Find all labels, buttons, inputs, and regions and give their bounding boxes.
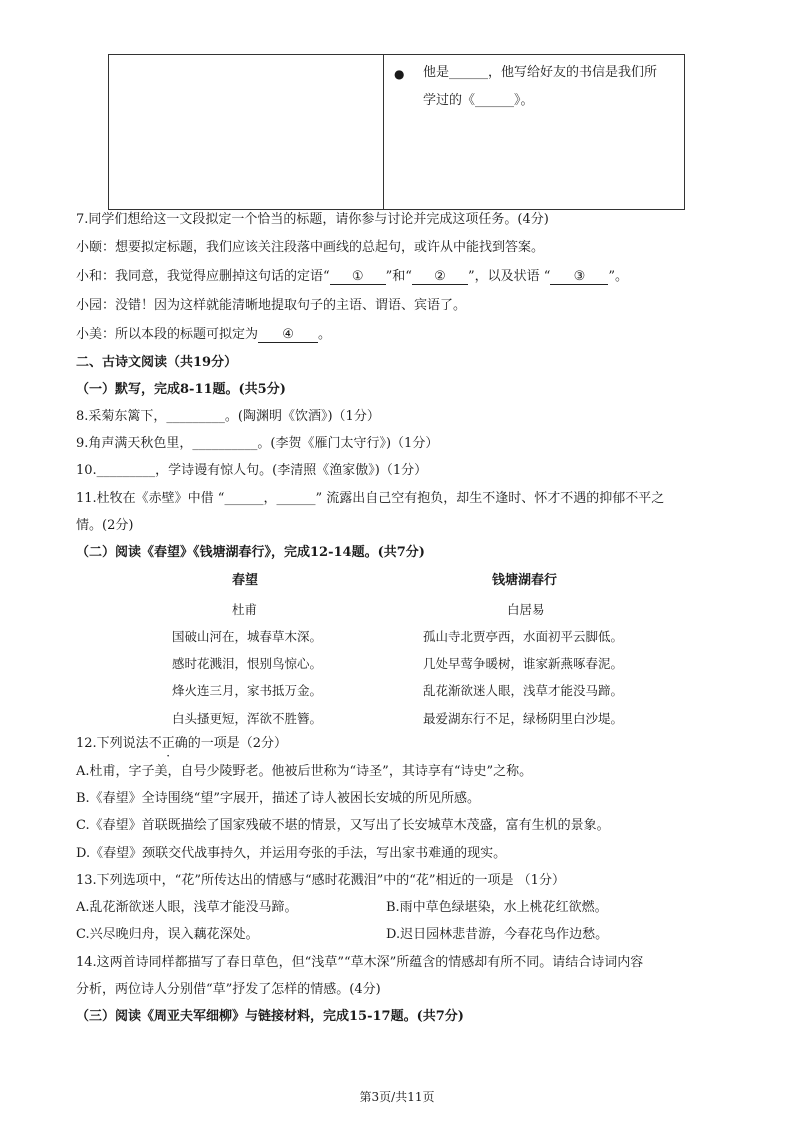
q13-option-c: C.兴尽晚归舟，误入藕花深处。 bbox=[76, 927, 259, 942]
table-row-1-prefix: 他是 bbox=[423, 65, 450, 80]
blank-3: ③ bbox=[550, 270, 608, 285]
q9: 9.角声满天秋色里，__________。(李贺《雁门太守行》)（1分） bbox=[76, 436, 439, 451]
poem2-line-4: 最爱湖东行不足，绿杨阴里白沙堤。 bbox=[423, 711, 624, 726]
table-row-2 bbox=[423, 93, 534, 109]
poem1-title: 春望 bbox=[232, 573, 259, 588]
poem2-title: 钱塘湖春行 bbox=[492, 573, 558, 588]
bullet-dot-icon: ● bbox=[394, 67, 405, 81]
poem1-line-3: 烽火连三月，家书抵万金。 bbox=[172, 683, 323, 698]
q7-xiaohe-a: 小和：我同意，我觉得应删掉这句话的定语“ bbox=[76, 269, 330, 284]
q13-option-a: A.乱花渐欲迷人眼，浅草才能没马蹄。 bbox=[76, 900, 298, 915]
q7-xiaohe bbox=[76, 269, 628, 285]
section2-heading: 二、古诗文阅读（共19分） bbox=[76, 355, 238, 370]
q12-stem-c: 的一项是（2分） bbox=[187, 736, 287, 751]
q7-xiaohe-c: ”和“ bbox=[385, 269, 412, 284]
q12-stem bbox=[76, 736, 287, 752]
poem1-author: 杜甫 bbox=[232, 602, 258, 617]
poem2-line-2: 几处早莺争暖树，谁家新燕啄春泥。 bbox=[423, 656, 624, 671]
q12-option-a: A.杜甫，字子美，自号少陵野老。他被后世称为“诗圣”，其诗享有“诗史”之称。 bbox=[76, 764, 533, 779]
q12-stem-a: 12.下列说法 bbox=[76, 736, 149, 751]
q11-line2: 情。(2分) bbox=[76, 518, 134, 533]
blank-4: ④ bbox=[258, 328, 318, 343]
table-row-1-blank: ______ bbox=[449, 65, 489, 80]
q14-line2: 分析，两位诗人分别借“草”抒发了怎样的情感。(4分) bbox=[76, 982, 381, 997]
q11-line1: 11.杜牧在《赤壁》中借 “______，______” 流露出自己空有抱负，却生不逢时、怀才不遇的抑郁不平之 bbox=[76, 491, 665, 506]
q7-xiaomei-c: 。 bbox=[318, 327, 332, 342]
q7-xiaohe-d: ”，以及状语 “ bbox=[467, 269, 551, 284]
poem2-author: 白居易 bbox=[507, 602, 545, 617]
answer-table bbox=[108, 54, 685, 210]
q10: 10._________，学诗谩有惊人句。(李清照《渔家傲》)（1分） bbox=[76, 463, 428, 478]
table-row-1-suffix: ，他写给好友的书信是我们所 bbox=[488, 65, 658, 80]
q13-option-d: D.迟日园林悲昔游，今春花鸟作边愁。 bbox=[386, 927, 609, 942]
section2-part3: （三）阅读《周亚夫军细柳》与链接材料，完成15-17题。(共7分) bbox=[76, 1009, 464, 1024]
section2-part1: （一）默写，完成8-11题。(共5分) bbox=[76, 382, 286, 397]
table-row-2-blank: ______ bbox=[475, 93, 515, 108]
table-row-1 bbox=[423, 65, 657, 81]
poem2-line-3: 乱花渐欲迷人眼，浅草才能没马蹄。 bbox=[423, 683, 624, 698]
poem1-line-4: 白头搔更短，浑欲不胜簪。 bbox=[172, 711, 323, 726]
poem2-line-1: 孤山寺北贾亭西，水面初平云脚低。 bbox=[423, 629, 624, 644]
q7-title: 7.同学们想给这一文段拟定一个恰当的标题，请你参与讨论并完成这项任务。(4分) bbox=[76, 212, 549, 227]
q13-stem: 13.下列选项中，“花”所传达出的情感与“感时花溅泪”中的“花”相近的一项是 （1分） bbox=[76, 873, 565, 888]
q7-xiaomei bbox=[76, 327, 331, 343]
poem1-line-1: 国破山河在，城春草木深。 bbox=[172, 629, 323, 644]
q7-xiaomei-a: 小美：所以本段的标题可拟定为 bbox=[76, 327, 259, 342]
q7-xiaoyuan: 小园：没错！因为这样就能清晰地提取句子的主语、谓语、宾语了。 bbox=[76, 298, 467, 313]
q14-line1: 14.这两首诗同样都描写了春日草色，但“浅草”“草木深”所蕴含的情感却有所不同。请结合诗词内容 bbox=[76, 955, 644, 970]
table-row-2-suffix: 》。 bbox=[514, 93, 534, 108]
q12-option-c: C.《春望》首联既描绘了国家残破不堪的情景，又写出了长安城草木茂盛，富有生机的景象。 bbox=[76, 818, 610, 833]
q7-xiaoying: 小颐：想要拟定标题，我们应该关注段落中画线的总起句，或许从中能找到答案。 bbox=[76, 240, 545, 255]
q12-emphasis: 不正确 bbox=[148, 736, 188, 751]
page-footer: 第3页/共11页 bbox=[359, 1090, 435, 1104]
q13-option-b: B.雨中草色绿堪染，水上桃花红欲燃。 bbox=[386, 900, 608, 915]
blank-2: ② bbox=[412, 270, 468, 285]
q8: 8.采菊东篱下，_________。(陶渊明《饮酒》)（1分） bbox=[76, 409, 380, 424]
poem1-line-2: 感时花溅泪，恨别鸟惊心。 bbox=[172, 656, 323, 671]
q12-option-d: D.《春望》颈联交代战事持久，并运用夸张的手法，写出家书难通的现实。 bbox=[76, 846, 507, 861]
section2-part2: （二）阅读《春望》《钱塘湖春行》，完成12-14题。(共7分) bbox=[76, 545, 425, 560]
table-row-2-prefix: 学过的《 bbox=[423, 93, 476, 108]
table-divider bbox=[383, 55, 384, 209]
blank-1: ① bbox=[330, 270, 386, 285]
q12-option-b: B.《春望》全诗围绕“望”字展开，描述了诗人被困长安城的所见所感。 bbox=[76, 791, 480, 806]
q7-xiaohe-e: ”。 bbox=[608, 269, 629, 284]
